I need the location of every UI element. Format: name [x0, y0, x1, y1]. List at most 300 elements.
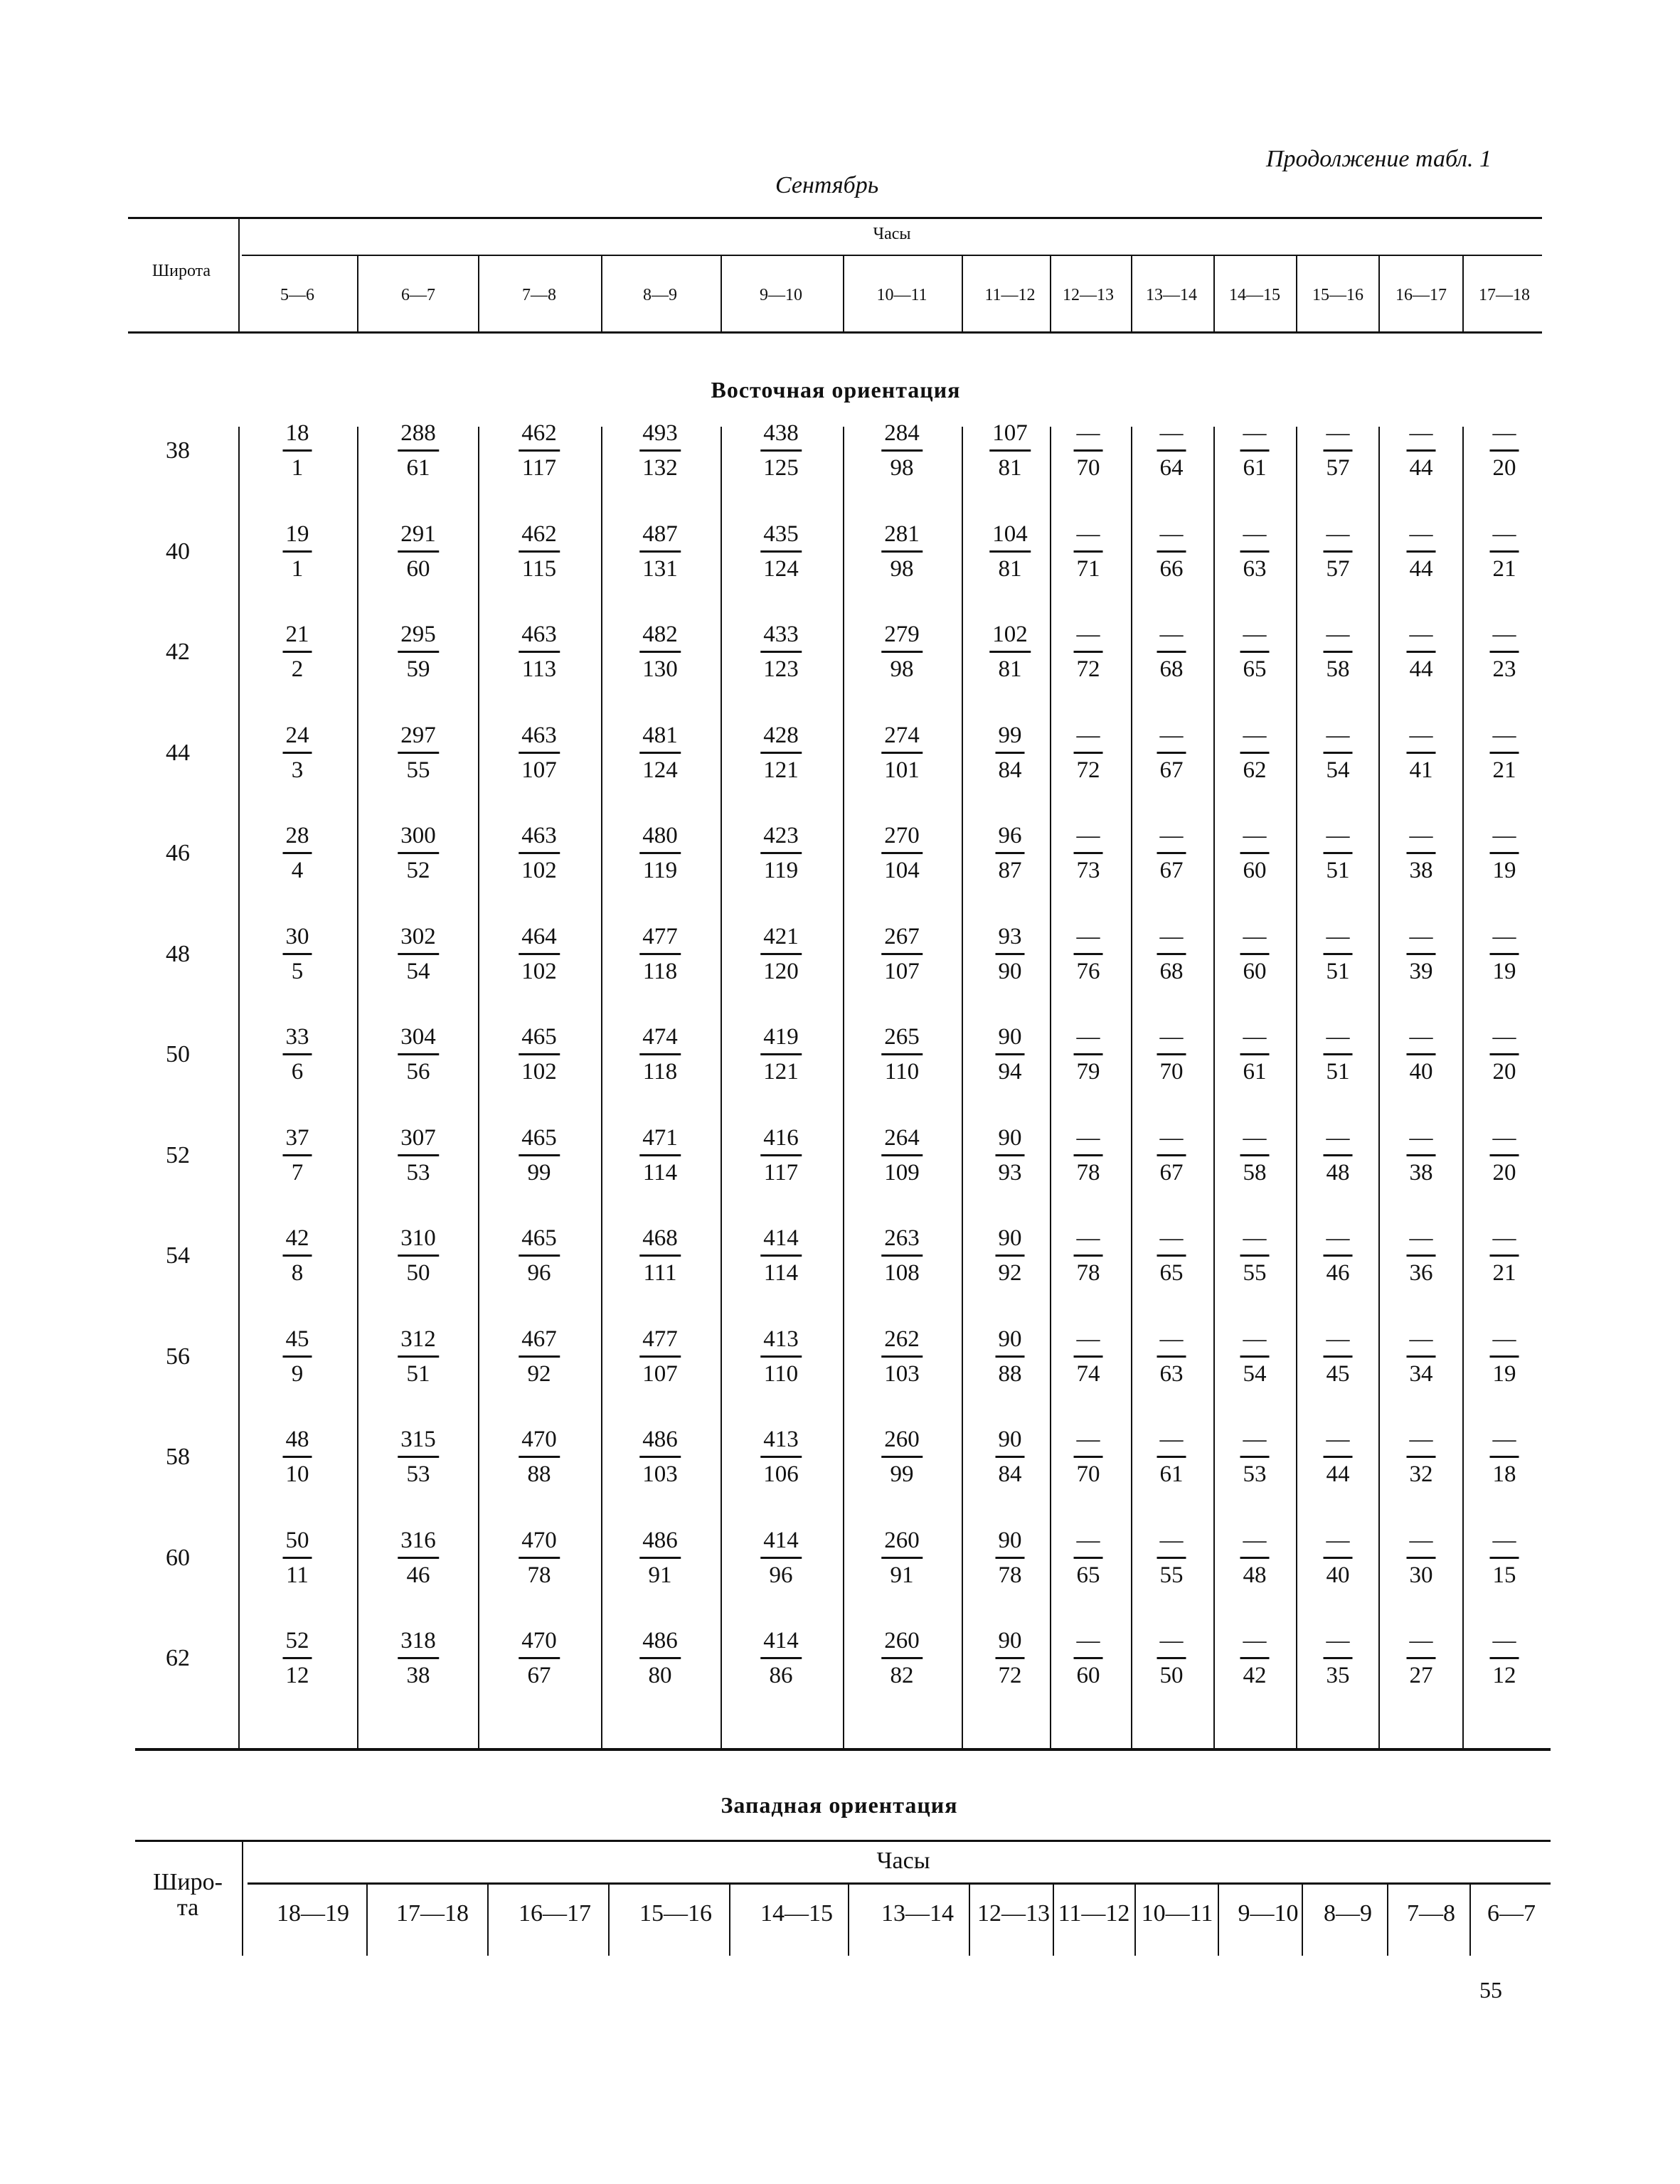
fraction-denominator: 19 [1492, 858, 1516, 883]
table-cell-fraction [1157, 1326, 1186, 1387]
hour-column-header: 9—10 [760, 286, 802, 304]
table-cell-fraction [1490, 1225, 1519, 1287]
fraction-denominator: 44 [1409, 455, 1433, 481]
fraction-denominator: 20 [1492, 1059, 1516, 1085]
fraction-denominator: 36 [1409, 1260, 1433, 1286]
fraction-denominator: 60 [1243, 858, 1267, 883]
column-divider [843, 427, 844, 1748]
fraction-numerator: 414 [763, 1628, 799, 1653]
fraction-numerator: — [1159, 1225, 1184, 1251]
fraction-numerator: — [1159, 1326, 1184, 1352]
latitude-value: 56 [166, 1343, 190, 1370]
fraction-denominator: 117 [763, 1159, 799, 1186]
table-cell-fraction [1240, 521, 1270, 582]
west-top-rule [135, 1840, 1551, 1842]
fraction-numerator: — [1326, 722, 1350, 748]
fraction-denominator: 7 [291, 1159, 304, 1186]
fraction-numerator: — [1159, 1628, 1184, 1653]
fraction-denominator: 67 [1159, 757, 1184, 783]
table-cell-fraction [519, 1326, 560, 1387]
fraction-denominator: 110 [884, 1059, 920, 1085]
table-cell-fraction [283, 420, 312, 481]
table-cell-fraction [996, 822, 1025, 884]
table-cell-fraction [1074, 1527, 1103, 1589]
table-cell-fraction [1490, 621, 1519, 683]
fraction-numerator: — [1076, 1124, 1100, 1151]
table-cell-fraction [283, 923, 312, 985]
fraction-numerator: — [1076, 622, 1100, 647]
fraction-numerator: — [1409, 1326, 1433, 1352]
table-cell-fraction [996, 1527, 1025, 1589]
table-cell-fraction [519, 621, 560, 683]
table-cell-fraction [1407, 1326, 1436, 1387]
west-column-divider [487, 1885, 489, 1956]
fraction-denominator: 53 [1243, 1461, 1267, 1487]
table-cell-fraction [760, 521, 802, 582]
table-cell-fraction [881, 521, 923, 582]
header-column-divider [1213, 256, 1215, 331]
table-cell-fraction [760, 420, 802, 481]
fraction-denominator: 79 [1076, 1059, 1100, 1085]
fraction-denominator: 110 [763, 1360, 799, 1387]
header-column-divider [1378, 256, 1380, 331]
table-cell-fraction [1074, 1326, 1103, 1387]
fraction-numerator: 463 [521, 722, 557, 748]
fraction-denominator: 109 [884, 1159, 920, 1186]
fraction-denominator: 111 [643, 1260, 677, 1286]
fraction-numerator: 433 [763, 622, 799, 647]
table-cell-fraction [881, 1326, 923, 1387]
fraction-numerator: 477 [642, 923, 678, 949]
fraction-denominator: 51 [406, 1360, 430, 1387]
table-cell-fraction [639, 1023, 681, 1085]
table-cell-fraction [283, 1124, 312, 1186]
fraction-numerator: 90 [998, 1225, 1022, 1251]
fraction-denominator: 34 [1409, 1360, 1433, 1387]
column-divider [721, 427, 722, 1748]
table-cell-fraction [1324, 420, 1353, 481]
fraction-denominator: 51 [1326, 1059, 1350, 1085]
fraction-numerator: 465 [521, 1124, 557, 1151]
fraction-denominator: 1 [291, 555, 304, 582]
fraction-denominator: 61 [1243, 1059, 1267, 1085]
table-cell-fraction [760, 1426, 802, 1488]
fraction-denominator: 1 [291, 455, 304, 481]
latitude-value: 46 [166, 840, 190, 866]
fraction-numerator: 463 [521, 622, 557, 647]
table-cell-fraction [881, 621, 923, 683]
fraction-denominator: 87 [998, 858, 1022, 883]
fraction-numerator: 493 [642, 420, 678, 446]
west-section-title: Западная ориентация [721, 1792, 958, 1818]
west-column-divider [969, 1885, 970, 1956]
table-cell-fraction [760, 1326, 802, 1387]
fraction-numerator: 93 [998, 923, 1022, 949]
fraction-denominator: 30 [1409, 1562, 1433, 1588]
fraction-denominator: 92 [527, 1360, 551, 1387]
fraction-denominator: 125 [763, 455, 799, 481]
fraction-denominator: 41 [1409, 757, 1433, 783]
fraction-numerator: 462 [521, 521, 557, 547]
fraction-numerator: — [1243, 1527, 1267, 1553]
fraction-numerator: — [1243, 1225, 1267, 1251]
west-hour-column-header: 16—17 [519, 1900, 591, 1927]
fraction-numerator: 281 [884, 521, 920, 547]
table-cell-fraction [996, 1023, 1025, 1085]
fraction-numerator: 467 [521, 1326, 557, 1352]
hour-column-header: 10—11 [876, 286, 927, 304]
table-cell-fraction [1157, 1124, 1186, 1186]
fraction-denominator: 78 [527, 1562, 551, 1588]
table-cell-fraction [1157, 621, 1186, 683]
fraction-denominator: 101 [884, 757, 920, 783]
west-column-divider [848, 1885, 849, 1956]
fraction-denominator: 6 [291, 1059, 304, 1085]
west-hour-column-header: 9—10 [1238, 1900, 1299, 1927]
fraction-numerator: 435 [763, 521, 799, 547]
fraction-numerator: 465 [521, 1225, 557, 1251]
hour-column-header: 14—15 [1229, 286, 1280, 304]
table-cell-fraction [1157, 1426, 1186, 1488]
fraction-numerator: 318 [400, 1628, 436, 1653]
fraction-denominator: 81 [998, 455, 1022, 481]
table-cell-fraction [996, 1426, 1025, 1488]
table-cell-fraction [996, 1627, 1025, 1689]
table-cell-fraction [1407, 420, 1436, 481]
fraction-denominator: 84 [998, 757, 1022, 783]
fraction-numerator: — [1409, 923, 1433, 949]
fraction-numerator: 96 [998, 823, 1022, 848]
fraction-numerator: — [1409, 622, 1433, 647]
west-latitude-divider [242, 1842, 243, 1956]
table-cell-fraction [996, 722, 1025, 784]
table-cell-fraction [1074, 822, 1103, 884]
fraction-denominator: 121 [763, 757, 799, 783]
fraction-denominator: 51 [1326, 958, 1350, 984]
fraction-denominator: 92 [998, 1260, 1022, 1286]
table-cell-fraction [639, 420, 681, 481]
table-cell-fraction [1407, 1627, 1436, 1689]
table-cell-fraction [519, 1627, 560, 1689]
column-divider [1378, 427, 1380, 1748]
table-cell-fraction [398, 722, 439, 784]
fraction-denominator: 114 [763, 1260, 799, 1286]
table-cell-fraction [398, 1627, 439, 1689]
fraction-numerator: — [1326, 1024, 1350, 1050]
fraction-denominator: 72 [998, 1663, 1022, 1688]
west-hour-column-header: 15—16 [639, 1900, 712, 1927]
column-divider [1131, 427, 1132, 1748]
fraction-denominator: 98 [890, 555, 914, 582]
fraction-numerator: 45 [285, 1326, 309, 1352]
fraction-denominator: 78 [1076, 1159, 1100, 1186]
latitude-value: 58 [166, 1444, 190, 1470]
fraction-denominator: 44 [1409, 555, 1433, 582]
west-hours-header: Часы [876, 1848, 930, 1874]
fraction-numerator: — [1492, 1628, 1516, 1653]
fraction-denominator: 19 [1492, 958, 1516, 984]
fraction-numerator: 48 [285, 1427, 309, 1452]
latitude-value: 42 [166, 639, 190, 665]
fraction-denominator: 5 [291, 958, 304, 984]
fraction-denominator: 91 [890, 1562, 914, 1588]
fraction-denominator: 21 [1492, 757, 1516, 783]
fraction-denominator: 90 [998, 958, 1022, 984]
west-latitude-header-line2: та [176, 1895, 199, 1921]
fraction-denominator: 53 [406, 1461, 430, 1487]
table-cell-fraction [398, 1225, 439, 1287]
hours-header: Часы [873, 225, 911, 243]
fraction-denominator: 73 [1076, 858, 1100, 883]
table-cell-fraction [283, 1023, 312, 1085]
table-cell-fraction [283, 722, 312, 784]
fraction-denominator: 68 [1159, 958, 1184, 984]
fraction-denominator: 74 [1076, 1360, 1100, 1387]
fraction-numerator: 421 [763, 923, 799, 949]
hour-column-header: 16—17 [1395, 286, 1447, 304]
table-cell-fraction [1407, 1023, 1436, 1085]
table-cell-fraction [1074, 1225, 1103, 1287]
fraction-denominator: 93 [998, 1159, 1022, 1186]
fraction-numerator: — [1159, 722, 1184, 748]
fraction-denominator: 62 [1243, 757, 1267, 783]
fraction-denominator: 67 [527, 1663, 551, 1688]
table-cell-fraction [881, 1023, 923, 1085]
fraction-numerator: 486 [642, 1628, 678, 1653]
fraction-numerator: — [1492, 1124, 1516, 1151]
fraction-numerator: — [1076, 1225, 1100, 1251]
west-hour-column-header: 10—11 [1141, 1900, 1213, 1927]
table-cell-fraction [639, 1225, 681, 1287]
fraction-denominator: 108 [884, 1260, 920, 1286]
latitude-value: 62 [166, 1645, 190, 1671]
column-divider [1296, 427, 1297, 1748]
fraction-denominator: 52 [406, 858, 430, 883]
fraction-numerator: — [1076, 420, 1100, 446]
fraction-numerator: 471 [642, 1124, 678, 1151]
west-column-divider [1134, 1885, 1136, 1956]
fraction-numerator: — [1076, 1527, 1100, 1553]
fraction-numerator: — [1243, 1326, 1267, 1352]
table-cell-fraction [989, 521, 1031, 582]
fraction-denominator: 42 [1243, 1663, 1267, 1688]
fraction-denominator: 38 [1409, 1159, 1433, 1186]
west-column-divider [608, 1885, 610, 1956]
fraction-numerator: 267 [884, 923, 920, 949]
fraction-numerator: — [1243, 1427, 1267, 1452]
fraction-denominator: 84 [998, 1461, 1022, 1487]
table-cell-fraction [1324, 822, 1353, 884]
fraction-denominator: 51 [1326, 858, 1350, 883]
fraction-numerator: — [1243, 521, 1267, 547]
west-column-divider [1302, 1885, 1303, 1956]
fraction-numerator: — [1076, 1628, 1100, 1653]
table-cell-fraction [519, 822, 560, 884]
fraction-denominator: 44 [1326, 1461, 1350, 1487]
fraction-numerator: — [1492, 1427, 1516, 1452]
fraction-numerator: — [1076, 923, 1100, 949]
fraction-numerator: — [1159, 1427, 1184, 1452]
table-cell-fraction [639, 822, 681, 884]
hour-column-header: 6—7 [401, 286, 435, 304]
table-cell-fraction [1407, 1124, 1436, 1186]
latitude-header: Широта [151, 262, 211, 280]
table-cell-fraction [1074, 621, 1103, 683]
fraction-numerator: 295 [400, 622, 436, 647]
fraction-denominator: 96 [527, 1260, 551, 1286]
fraction-numerator: — [1492, 923, 1516, 949]
table-cell-fraction [1157, 1527, 1186, 1589]
fraction-denominator: 113 [521, 656, 557, 682]
fraction-denominator: 67 [1159, 1159, 1184, 1186]
fraction-denominator: 35 [1326, 1663, 1350, 1688]
table-cell-fraction [639, 1124, 681, 1186]
table-cell-fraction [1407, 621, 1436, 683]
fraction-denominator: 72 [1076, 757, 1100, 783]
table-cell-fraction [519, 521, 560, 582]
table-cell-fraction [283, 621, 312, 683]
fraction-numerator: 302 [400, 923, 436, 949]
header-hours-rule [242, 255, 1542, 256]
fraction-numerator: — [1409, 1628, 1433, 1653]
table-cell-fraction [283, 1627, 312, 1689]
table-cell-fraction [1490, 923, 1519, 985]
fraction-numerator: — [1243, 420, 1267, 446]
table-continuation-caption: Продолжение табл. 1 [1266, 146, 1492, 172]
fraction-denominator: 107 [884, 958, 920, 984]
fraction-denominator: 8 [291, 1260, 304, 1286]
table-cell-fraction [639, 722, 681, 784]
table-cell-fraction [1407, 822, 1436, 884]
page-number: 55 [1479, 1977, 1502, 2003]
fraction-denominator: 81 [998, 656, 1022, 682]
header-latitude-divider [238, 217, 240, 331]
fraction-numerator: 413 [763, 1326, 799, 1352]
table-cell-fraction [1324, 722, 1353, 784]
fraction-numerator: — [1326, 1527, 1350, 1553]
fraction-denominator: 23 [1492, 656, 1516, 682]
fraction-numerator: — [1492, 1024, 1516, 1050]
fraction-numerator: — [1409, 1527, 1433, 1553]
table-cell-fraction [1407, 1426, 1436, 1488]
hour-column-header: 17—18 [1479, 286, 1530, 304]
table-cell-fraction [519, 1527, 560, 1589]
fraction-numerator: — [1159, 1124, 1184, 1151]
fraction-denominator: 12 [285, 1663, 309, 1688]
month-caption: Сентябрь [775, 172, 879, 198]
table-cell-fraction [1407, 722, 1436, 784]
fraction-denominator: 50 [406, 1260, 430, 1286]
fraction-denominator: 81 [998, 555, 1022, 582]
table-cell-fraction [283, 1225, 312, 1287]
fraction-numerator: 28 [285, 823, 309, 848]
header-top-rule [128, 217, 1542, 219]
fraction-denominator: 58 [1326, 656, 1350, 682]
fraction-denominator: 82 [890, 1663, 914, 1688]
fraction-numerator: — [1492, 521, 1516, 547]
fraction-denominator: 119 [642, 858, 678, 883]
fraction-denominator: 46 [406, 1562, 430, 1588]
table-cell-fraction [283, 822, 312, 884]
fraction-denominator: 40 [1326, 1562, 1350, 1588]
fraction-denominator: 20 [1492, 455, 1516, 481]
table-cell-fraction [1407, 1225, 1436, 1287]
fraction-numerator: 312 [400, 1326, 436, 1352]
fraction-numerator: 480 [642, 823, 678, 848]
table-cell-fraction [760, 1627, 802, 1689]
fraction-numerator: — [1409, 1427, 1433, 1452]
column-divider [478, 427, 479, 1748]
fraction-numerator: — [1159, 1024, 1184, 1050]
header-column-divider [601, 256, 602, 331]
table-cell-fraction [881, 923, 923, 985]
fraction-denominator: 76 [1076, 958, 1100, 984]
fraction-numerator: — [1326, 1427, 1350, 1452]
table-cell-fraction [519, 1426, 560, 1488]
fraction-denominator: 78 [998, 1562, 1022, 1588]
fraction-denominator: 99 [527, 1159, 551, 1186]
fraction-numerator: 18 [285, 420, 309, 446]
fraction-denominator: 55 [1159, 1562, 1184, 1588]
hour-column-header: 15—16 [1312, 286, 1363, 304]
west-hour-column-header: 12—13 [977, 1900, 1050, 1927]
fraction-numerator: 104 [992, 521, 1028, 547]
fraction-denominator: 120 [763, 958, 799, 984]
fraction-denominator: 107 [521, 757, 557, 783]
table-cell-fraction [639, 1426, 681, 1488]
fraction-numerator: 19 [285, 521, 309, 547]
fraction-denominator: 58 [1243, 1159, 1267, 1186]
header-column-divider [1296, 256, 1297, 331]
table-cell-fraction [996, 1225, 1025, 1287]
fraction-numerator: 486 [642, 1427, 678, 1452]
table-cell-fraction [760, 822, 802, 884]
table-cell-fraction [1240, 1225, 1270, 1287]
fraction-denominator: 118 [642, 1059, 678, 1085]
fraction-numerator: 297 [400, 722, 436, 748]
table-cell-fraction [1240, 1527, 1270, 1589]
fraction-numerator: — [1326, 1124, 1350, 1151]
west-column-divider [1053, 1885, 1054, 1956]
latitude-value: 50 [166, 1041, 190, 1067]
table-cell-fraction [639, 923, 681, 985]
table-cell-fraction [1240, 1124, 1270, 1186]
fraction-denominator: 68 [1159, 656, 1184, 682]
fraction-numerator: — [1409, 1124, 1433, 1151]
west-hours-rule [248, 1882, 1551, 1885]
hour-column-header: 7—8 [522, 286, 556, 304]
table-cell-fraction [1074, 1124, 1103, 1186]
fraction-numerator: — [1243, 1628, 1267, 1653]
fraction-denominator: 88 [998, 1360, 1022, 1387]
fraction-denominator: 130 [642, 656, 678, 682]
fraction-numerator: 465 [521, 1024, 557, 1050]
header-column-divider [843, 256, 844, 331]
latitude-value: 48 [166, 940, 190, 967]
header-column-divider [357, 256, 358, 331]
fraction-numerator: 107 [992, 420, 1028, 446]
fraction-denominator: 32 [1409, 1461, 1433, 1487]
hour-column-header: 12—13 [1063, 286, 1114, 304]
fraction-numerator: — [1076, 722, 1100, 748]
fraction-numerator: 50 [285, 1527, 309, 1553]
west-hour-column-header: 6—7 [1487, 1900, 1536, 1927]
fraction-numerator: 260 [884, 1427, 920, 1452]
west-hour-column-header: 8—9 [1324, 1900, 1372, 1927]
fraction-numerator: 102 [992, 622, 1028, 647]
fraction-numerator: 291 [400, 521, 436, 547]
fraction-denominator: 98 [890, 455, 914, 481]
